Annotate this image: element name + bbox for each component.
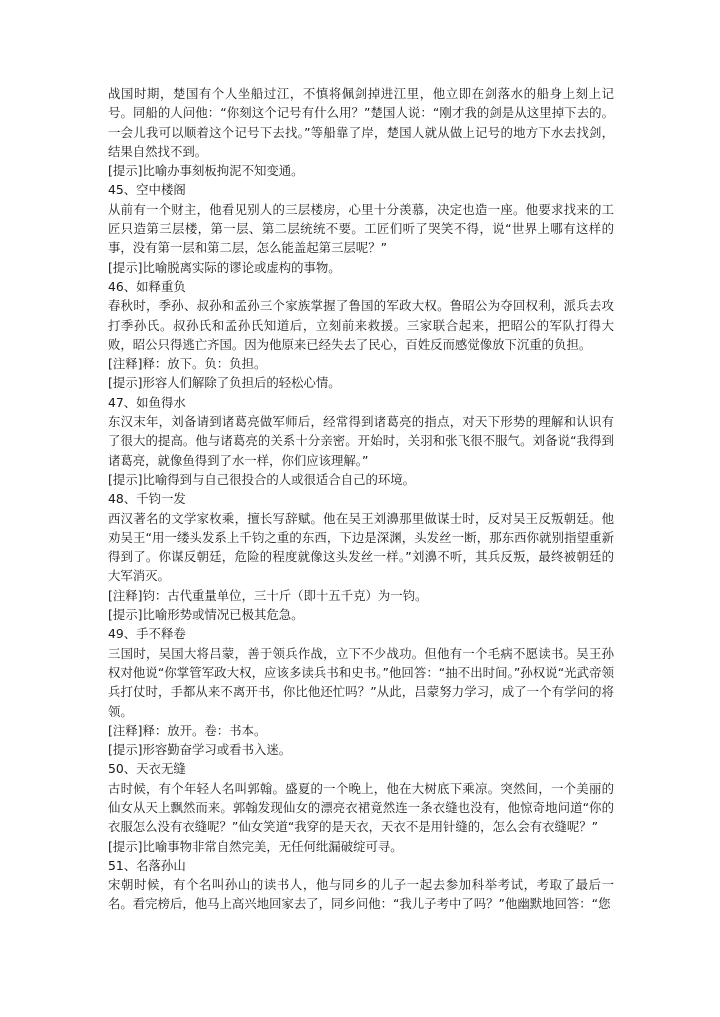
tip-line: [提示]比喻事物非常自然完美，无任何纰漏破绽可寻。 <box>108 838 403 854</box>
idiom-heading: 49、手不释卷 <box>108 626 186 642</box>
idiom-heading: 51、名落孙山 <box>108 857 186 873</box>
story-paragraph: 春秋时，季孙、叔孙和孟孙三个家族掌握了鲁国的军政大权。鲁昭公为夺回权利，派兵去攻打季孙氏。叔孙氏和孟孙氏知道后，立刻前来救援。三家联合起来，把昭公的军队打得大败，昭公只得逃亡齐国。因为他原来已经失去了民心，百姓反而感觉像放下沉重的负担。 <box>108 298 614 352</box>
idiom-heading: 48、千钧一发 <box>108 491 186 507</box>
story-paragraph: 宋朝时候，有个名叫孙山的读书人，他与同乡的儿子一起去参加科举考试，考取了最后一名。看完榜后，他马上高兴地回家去了，同乡问他：“我儿子考中了吗？”他幽默地回答：“您 <box>108 877 614 912</box>
tip-line: [提示]比喻得到与自己很投合的人或很适合自己的环境。 <box>108 471 416 487</box>
note-line: [注释]释：放开。卷：书本。 <box>108 722 267 738</box>
idiom-heading: 47、如鱼得水 <box>108 394 186 410</box>
note-line: [注释]钧：古代重量单位，三十斤（即十五千克）为一钧。 <box>108 587 428 603</box>
story-paragraph: 战国时期，楚国有个人坐船过江，不慎将佩剑掉进江里，他立即在剑落水的船身上刻上记号。同船的人问他：“你刻这个记号有什么用？”楚国人说：“刚才我的剑是从这里掉下去的。一会儿我可以顺着这个记号下去找。”等船靠了岸，楚国人就从做上记号的地方下水去找剑，结果自然找不到。 <box>108 86 614 159</box>
story-paragraph: 西汉著名的文学家枚乘，擅长写辞赋。他在吴王刘濞那里做谋士时，反对吴王反叛朝廷。他劝吴王“用一缕头发系上千钧之重的东西，下边是深渊，头发丝一断，那东西你就别指望重新得到了。你谋反朝廷，危险的程度就像这头发丝一样。”刘濞不听，其兵反叛，最终被朝廷的大军消灭。 <box>108 510 614 584</box>
idiom-heading: 46、如释重负 <box>108 278 186 294</box>
tip-line: [提示]比喻脱离实际的谬论或虚构的事物。 <box>108 259 341 275</box>
idiom-heading: 45、空中楼阁 <box>108 182 186 198</box>
tip-line: [提示]形容勤奋学习或看书入迷。 <box>108 742 292 758</box>
story-paragraph: 东汉末年，刘备请到诸葛亮做军师后，经常得到诸葛亮的指点，对天下形势的理解和认识有了很大的提高。他与诸葛亮的关系十分亲密。开始时，关羽和张飞很不服气。刘备说“我得到诸葛亮，就像鱼得到了水一样，你们应该理解。” <box>108 414 614 468</box>
tip-line: [提示]比喻形势或情况已极其危急。 <box>108 607 304 623</box>
tip-line: [提示]比喻办事刻板拘泥不知变通。 <box>108 163 304 179</box>
story-paragraph: 古时候，有个年轻人名叫郭翰。盛夏的一个晚上，他在大树底下乘凉。突然间，一个美丽的仙女从天上飘然而来。郭翰发现仙女的漂亮衣裙竟然连一条衣缝也没有，他惊奇地问道“你的衣服怎么没有衣缝呢？”仙女笑道“我穿的是天衣，天衣不是用针缝的，怎么会有衣缝呢？” <box>108 780 614 835</box>
document-page <box>108 84 614 914</box>
story-paragraph: 三国时，吴国大将吕蒙，善于领兵作战，立下不少战功。但他有一个毛病不愿读书。吴王孙权对他说“你掌管军政大权，应该多读兵书和史书。”他回答：“抽不出时间。”孙权说“光武帝领兵打仗时，手都从来不离开书，你比他还忙吗？”从此，吕蒙努力学习，成了一个有学问的将领。 <box>108 645 614 719</box>
note-line: [注释]释：放下。负：负担。 <box>108 356 267 372</box>
story-paragraph: 从前有一个财主，他看见别人的三层楼房，心里十分羡慕，决定也造一座。他要求找来的工匠只造第三层楼，第一层、第二层统统不要。工匠们听了哭笑不得，说“世界上哪有这样的事，没有第一层和第二层，怎么能盖起第三层呢？” <box>108 201 614 256</box>
tip-line: [提示]形容人们解除了负担后的轻松心情。 <box>108 375 341 391</box>
idiom-heading: 50、天衣无缝 <box>108 761 186 777</box>
